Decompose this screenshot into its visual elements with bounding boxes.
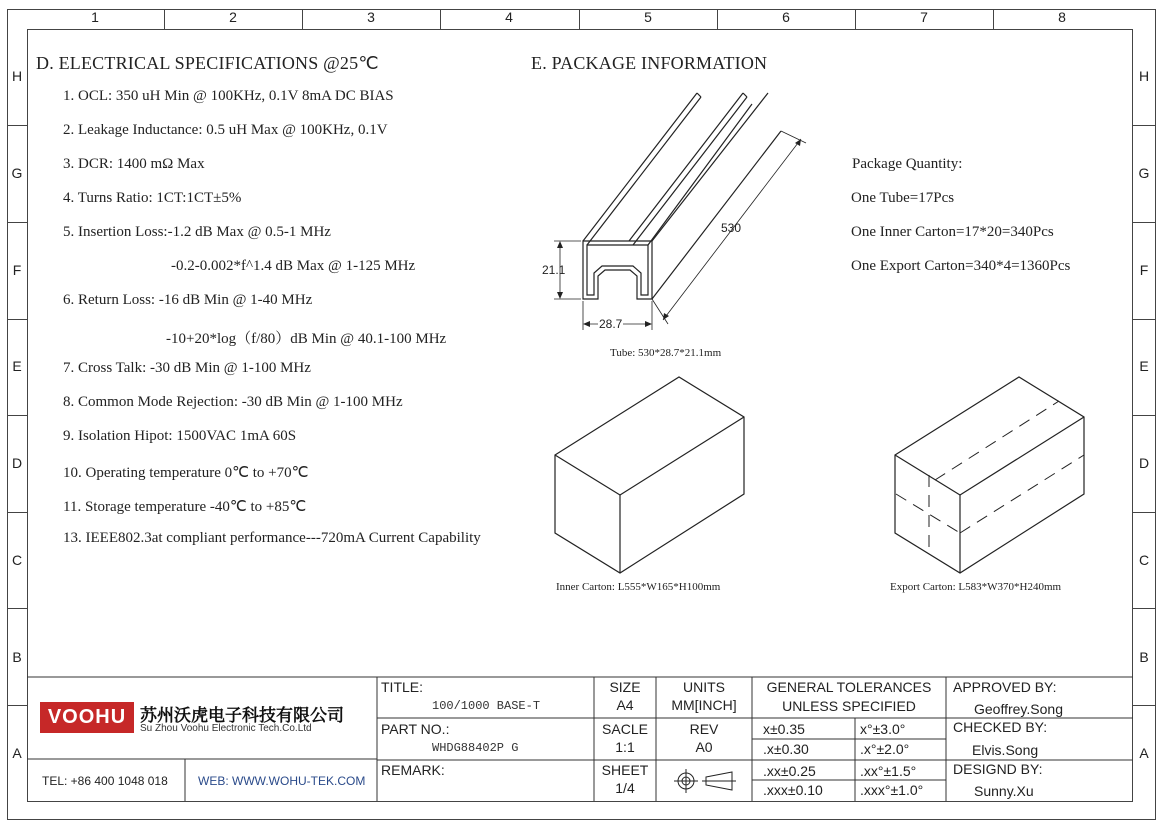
- zone-row-g: G: [11, 165, 23, 181]
- spec-insertion-loss: 5. Insertion Loss:-1.2 dB Max @ 0.5-1 MHz: [63, 224, 331, 240]
- zone-row-f: F: [12, 262, 22, 278]
- company-tel: TEL: +86 400 1048 018: [42, 774, 168, 788]
- designed-by-label: DESIGND BY:: [953, 761, 1043, 777]
- spec-isolation-hipot: 9. Isolation Hipot: 1500VAC 1mA 60S: [63, 428, 297, 444]
- electrical-title: D. ELECTRICAL SPECIFICATIONS @25℃: [36, 53, 379, 73]
- size-label: SIZE: [609, 679, 641, 695]
- tube-height-label: 21.1: [542, 263, 566, 277]
- package-quantity-inner-carton: One Inner Carton=17*20=340Pcs: [851, 224, 1054, 240]
- zone-row-c: C: [1138, 552, 1150, 568]
- sheet-value: 1/4: [615, 780, 635, 796]
- tolerance-title-2: UNLESS SPECIFIED: [782, 698, 916, 714]
- zone-row-e: E: [12, 358, 22, 374]
- spec-turns-ratio: 4. Turns Ratio: 1CT:1CT±5%: [63, 190, 242, 206]
- export-carton-drawing: [890, 372, 1090, 580]
- package-quantity-title: Package Quantity:: [852, 156, 963, 172]
- title-label: TITLE:: [381, 679, 424, 695]
- size-value: A4: [616, 697, 634, 713]
- inner-carton-caption: Inner Carton: L555*W165*H100mm: [556, 581, 721, 593]
- zone-col-8: 8: [1058, 9, 1066, 25]
- spec-ocl: 1. OCL: 350 uH Min @ 100KHz, 0.1V 8mA DC BIAS: [63, 88, 394, 104]
- tolerance-angular-1: .x°±2.0°: [860, 741, 910, 757]
- spec-dcr: 3. DCR: 1400 mΩ Max: [63, 156, 205, 172]
- zone-col-3: 3: [367, 9, 375, 25]
- zone-row-e: E: [1139, 358, 1149, 374]
- zone-row-b: B: [1139, 649, 1149, 665]
- tolerance-angular-0: x°±3.0°: [860, 721, 906, 737]
- approved-by-value: Geoffrey.Song: [974, 701, 1063, 717]
- inner-carton-drawing: [550, 372, 750, 580]
- zone-row-a: A: [12, 745, 22, 761]
- zone-row-f: F: [1139, 262, 1149, 278]
- zone-row-h: H: [11, 68, 23, 84]
- tolerance-title-1: GENERAL TOLERANCES: [766, 679, 932, 695]
- tube-drawing: [530, 80, 820, 340]
- spec-cross-talk: 7. Cross Talk: -30 dB Min @ 1-100 MHz: [63, 360, 311, 376]
- spec-return-loss-cont: -10+20*log（f/80）dB Min @ 40.1-100 MHz: [166, 331, 447, 347]
- company-logo: [40, 702, 134, 733]
- spec-leakage-inductance: 2. Leakage Inductance: 0.5 uH Max @ 100KHz, 0.1V: [63, 122, 388, 138]
- logo-text: VOOHU: [47, 706, 127, 728]
- tube-caption: Tube: 530*28.7*21.1mm: [610, 347, 722, 359]
- package-quantity-export-carton: One Export Carton=340*4=1360Pcs: [851, 258, 1071, 274]
- tube-width-label: 28.7: [599, 317, 623, 331]
- part-number-label: PART NO.:: [381, 721, 450, 737]
- zone-col-6: 6: [782, 9, 790, 25]
- checked-by-label: CHECKED BY:: [953, 719, 1048, 735]
- tube-length-label: 530: [721, 221, 742, 235]
- spec-return-loss: 6. Return Loss: -16 dB Min @ 1-40 MHz: [63, 292, 313, 308]
- remark-label: REMARK:: [381, 762, 445, 778]
- checked-by-value: Elvis.Song: [972, 742, 1039, 758]
- units-label: UNITS: [683, 679, 725, 695]
- tolerance-angular-2: .xx°±1.5°: [860, 763, 917, 779]
- spec-common-mode-rejection: 8. Common Mode Rejection: -30 dB Min @ 1-100 MHz: [63, 394, 403, 410]
- zone-row-a: A: [1139, 745, 1149, 761]
- approved-by-label: APPROVED BY:: [953, 679, 1057, 695]
- tolerance-linear-3: .xxx±0.10: [763, 782, 823, 798]
- designed-by-value: Sunny.Xu: [974, 783, 1034, 799]
- zone-col-4: 4: [505, 9, 513, 25]
- zone-row-b: B: [12, 649, 22, 665]
- rev-label: REV: [689, 721, 719, 737]
- company-name-en: Su Zhou Voohu Electronic Tech.Co.Ltd: [140, 723, 312, 734]
- package-title: E. PACKAGE INFORMATION: [531, 53, 768, 73]
- tolerance-linear-2: .xx±0.25: [763, 763, 816, 779]
- spec-insertion-loss-cont: -0.2-0.002*f^1.4 dB Max @ 1-125 MHz: [171, 258, 416, 274]
- package-quantity-tube: One Tube=17Pcs: [851, 190, 955, 206]
- tolerance-linear-0: x±0.35: [763, 721, 805, 737]
- zone-row-g: G: [1138, 165, 1150, 181]
- sheet-label: SHEET: [601, 762, 649, 778]
- zone-col-5: 5: [644, 9, 652, 25]
- units-value: MM[INCH]: [671, 697, 737, 713]
- spec-ieee-compliance: 13. IEEE802.3at compliant performance---720mA Current Capability: [63, 530, 481, 546]
- zone-col-2: 2: [229, 9, 237, 25]
- export-carton-caption: Export Carton: L583*W370*H240mm: [890, 581, 1062, 593]
- scale-label: SACLE: [602, 721, 648, 737]
- scale-value: 1:1: [615, 739, 635, 755]
- zone-row-h: H: [1138, 68, 1150, 84]
- title-value: 100/1000 BASE-T: [432, 699, 541, 713]
- zone-row-d: D: [1138, 455, 1150, 471]
- zone-col-7: 7: [920, 9, 928, 25]
- spec-storage-temperature: 11. Storage temperature -40℃ to +85℃: [63, 499, 307, 515]
- projection-symbol-icon: [670, 766, 740, 796]
- rev-value: A0: [695, 739, 713, 755]
- part-number-value: WHDG88402P G: [432, 741, 519, 755]
- zone-row-d: D: [11, 455, 23, 471]
- spec-operating-temperature: 10. Operating temperature 0℃ to +70℃: [63, 465, 309, 481]
- zone-col-1: 1: [91, 9, 99, 25]
- zone-row-c: C: [11, 552, 23, 568]
- tolerance-linear-1: .x±0.30: [763, 741, 809, 757]
- company-name-cn: 苏州沃虎电子科技有限公司: [140, 706, 344, 725]
- company-web: WEB: WWW.WOHU-TEK.COM: [198, 774, 366, 788]
- tolerance-angular-3: .xxx°±1.0°: [860, 782, 924, 798]
